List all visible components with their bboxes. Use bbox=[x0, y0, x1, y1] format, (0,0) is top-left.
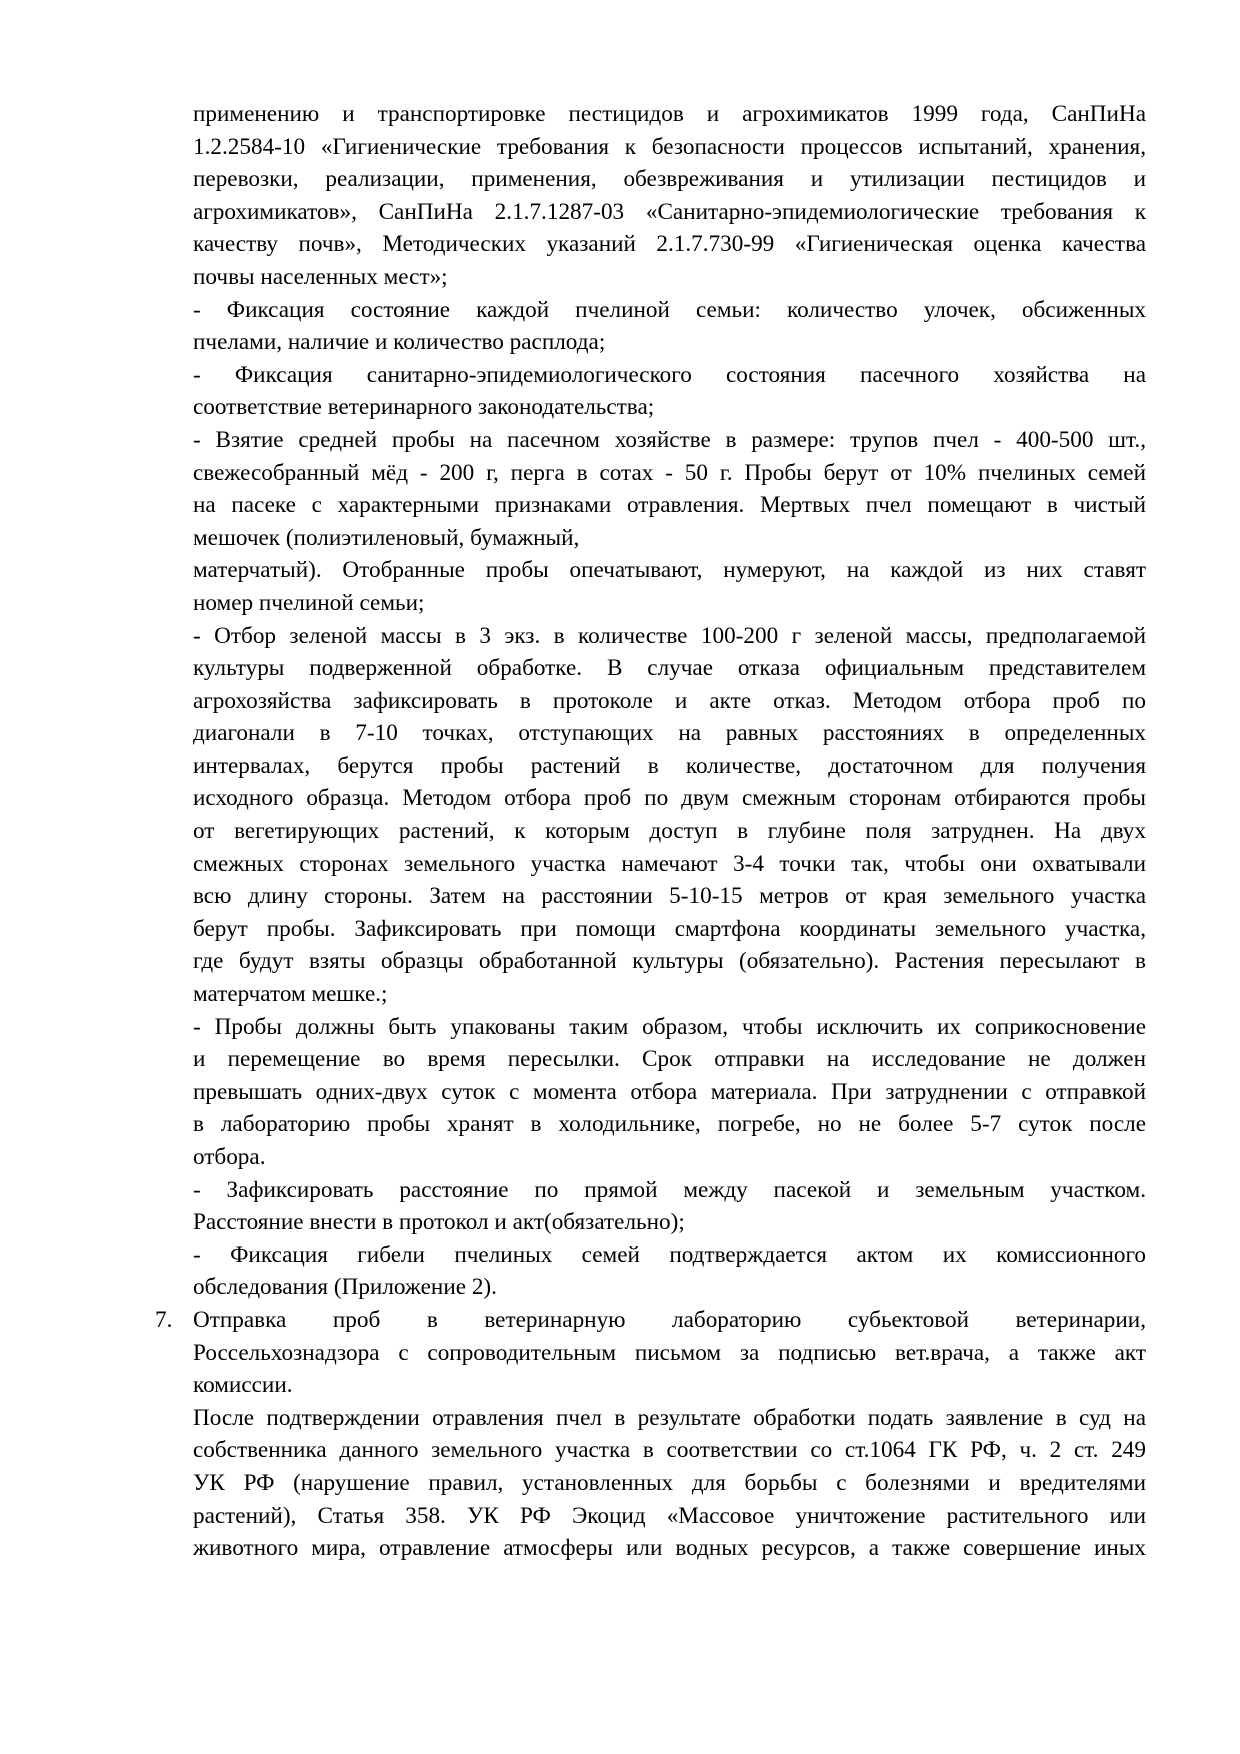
text-line-content: животного мира, отравление атмосферы или водных ресурсов, а также совершение иных bbox=[193, 1535, 1146, 1562]
text-line bbox=[193, 359, 1146, 392]
text-line bbox=[193, 1500, 1146, 1533]
text-line bbox=[193, 717, 1146, 750]
text-line bbox=[193, 620, 1146, 653]
text-line bbox=[193, 522, 1146, 555]
text-line bbox=[193, 424, 1146, 457]
text-line-content: После подтверждении отравления пчел в результате обработки подать заявление в суд на bbox=[193, 1404, 1146, 1431]
text-line bbox=[193, 1043, 1146, 1076]
text-line-content: всю длину стороны. Затем на расстоянии 5-10-15 метров от края земельного участка bbox=[193, 883, 1146, 910]
text-line bbox=[193, 261, 1146, 294]
text-line bbox=[193, 163, 1146, 196]
text-line-content: - Фиксация санитарно-эпидемиологического состояния пасечного хозяйства на bbox=[193, 361, 1146, 388]
text-line-content: превышать одних-двух суток с момента отбора материала. При затруднении с отправкой bbox=[193, 1078, 1146, 1105]
text-line-content: номер пчелиной семьи; bbox=[193, 589, 425, 616]
text-line-content: и перемещение во время пересылки. Срок отправки на исследование не должен bbox=[193, 1046, 1146, 1073]
text-line bbox=[193, 880, 1146, 913]
text-line bbox=[193, 652, 1146, 685]
text-line bbox=[193, 815, 1146, 848]
text-line bbox=[193, 391, 1146, 424]
text-line-content: - Фиксация гибели пчелиных семей подтверждается актом их комиссионного bbox=[193, 1241, 1146, 1268]
text-line-content: - Фиксация состояние каждой пчелиной семьи: количество улочек, обсиженных bbox=[193, 296, 1146, 323]
text-line-content: пчелами, наличие и количество расплода; bbox=[193, 329, 606, 356]
text-line-content: смежных сторонах земельного участка намечают 3-4 точки так, чтобы они охватывали bbox=[193, 850, 1146, 877]
text-line bbox=[193, 457, 1146, 490]
text-line-content: агрохимикатов», СанПиНа 2.1.7.1287-03 «Санитарно-эпидемиологические требования к bbox=[193, 198, 1146, 225]
text-line bbox=[193, 1011, 1146, 1044]
text-line bbox=[193, 978, 1146, 1011]
text-line-content: от вегетирующих растений, к которым доступ в глубине поля затруднен. На двух bbox=[193, 818, 1146, 845]
text-line bbox=[193, 228, 1146, 261]
text-line-content: перевозки, реализации, применения, обезвреживания и утилизации пестицидов и bbox=[193, 166, 1146, 193]
text-line bbox=[193, 1369, 1146, 1402]
text-line bbox=[193, 587, 1146, 620]
text-line bbox=[193, 326, 1146, 359]
text-line bbox=[193, 750, 1146, 783]
text-line bbox=[193, 782, 1146, 815]
text-line bbox=[193, 1141, 1146, 1174]
text-line-content: - Отбор зеленой массы в 3 экз. в количестве 100-200 г зеленой массы, предполагаемой bbox=[193, 622, 1146, 649]
text-line-content: соответствие ветеринарного законодательства; bbox=[193, 394, 655, 421]
text-line-content: агрохозяйства зафиксировать в протоколе и акте отказ. Методом отбора проб по bbox=[193, 687, 1146, 714]
text-line-content: качеству почв», Методических указаний 2.1.7.730-99 «Гигиеническая оценка качества bbox=[193, 231, 1146, 258]
text-line bbox=[193, 1337, 1146, 1370]
document-body-text bbox=[155, 98, 1146, 1565]
text-line-content: Россельхознадзора с сопроводительным письмом за подписью вет.врача, а также акт bbox=[193, 1339, 1146, 1366]
list-number: 7. bbox=[155, 1306, 173, 1333]
text-line-content: почвы населенных мест»; bbox=[193, 263, 448, 290]
text-line-content: отбора. bbox=[193, 1144, 266, 1170]
text-line-content: где будут взяты образцы обработанной культуры (обязательно). Растения пересылают в bbox=[193, 948, 1146, 975]
text-line-content: интервалах, берутся пробы растений в количестве, достаточном для получения bbox=[193, 752, 1146, 779]
text-line-content: мешочек (полиэтиленовый, бумажный, bbox=[193, 524, 580, 551]
text-line bbox=[193, 1206, 1146, 1239]
text-line bbox=[155, 1304, 1146, 1337]
text-line-content: берут пробы. Зафиксировать при помощи смартфона координаты земельного участка, bbox=[193, 915, 1146, 942]
text-line-content: - Взятие средней пробы на пасечном хозяйстве в размере: трупов пчел - 400-500 шт., bbox=[193, 426, 1146, 453]
text-line bbox=[193, 945, 1146, 978]
text-line bbox=[193, 98, 1146, 131]
text-line bbox=[193, 1108, 1146, 1141]
text-line bbox=[193, 1239, 1146, 1272]
text-line-content: комиссии. bbox=[193, 1372, 293, 1399]
text-line-content: обследования (Приложение 2). bbox=[193, 1274, 497, 1301]
text-line bbox=[193, 489, 1146, 522]
text-line bbox=[193, 1174, 1146, 1207]
text-line-content: культуры подверженной обработке. В случае отказа официальным представителем bbox=[193, 655, 1146, 682]
text-line-content: на пасеке с характерными признаками отравления. Мертвых пчел помещают в чистый bbox=[193, 492, 1146, 519]
text-line-content: диагонали в 7-10 точках, отступающих на равных расстояниях в определенных bbox=[193, 720, 1146, 747]
text-line bbox=[193, 554, 1146, 587]
text-line bbox=[193, 1076, 1146, 1109]
text-line-content: - Зафиксировать расстояние по прямой между пасекой и земельным участком. bbox=[193, 1176, 1146, 1203]
text-line bbox=[193, 131, 1146, 164]
text-line bbox=[193, 685, 1146, 718]
text-line-content: в лабораторию пробы хранят в холодильнике, погребе, но не более 5-7 суток после bbox=[193, 1111, 1146, 1138]
text-line-content: Расстояние внести в протокол и акт(обязательно); bbox=[193, 1209, 685, 1236]
text-line bbox=[193, 1271, 1146, 1304]
text-line-content: применению и транспортировке пестицидов и агрохимикатов 1999 года, СанПиНа bbox=[193, 101, 1146, 127]
text-line-content: матерчатом мешке.; bbox=[193, 981, 388, 1008]
text-line bbox=[193, 196, 1146, 229]
text-line-content: исходного образца. Методом отбора проб по двум смежным сторонам отбираются пробы bbox=[193, 785, 1146, 812]
text-line bbox=[193, 848, 1146, 881]
text-line-content: растений), Статья 358. УК РФ Экоцид «Массовое уничтожение растительного или bbox=[193, 1502, 1146, 1529]
text-line-content: матерчатый). Отобранные пробы опечатывают, нумеруют, на каждой из них ставят bbox=[193, 557, 1146, 584]
text-line bbox=[193, 1434, 1146, 1467]
text-line-content: 1.2.2584-10 «Гигиенические требования к безопасности процессов испытаний, хранения, bbox=[193, 133, 1146, 160]
text-line bbox=[193, 1467, 1146, 1500]
text-line-content: УК РФ (нарушение правил, установленных для борьбы с болезнями и вредителями bbox=[193, 1469, 1146, 1496]
text-line bbox=[193, 1532, 1146, 1565]
text-line bbox=[193, 294, 1146, 327]
text-line-content: Отправка проб в ветеринарную лабораторию субьектовой ветеринарии, bbox=[193, 1306, 1146, 1333]
text-line-content: собственника данного земельного участка в соответствии со ст.1064 ГК РФ, ч. 2 ст. 249 bbox=[193, 1437, 1146, 1464]
text-line-content: - Пробы должны быть упакованы таким образом, чтобы исключить их соприкосновение bbox=[193, 1013, 1146, 1040]
text-line bbox=[193, 1402, 1146, 1435]
text-line-content: свежесобранный мёд - 200 г, перга в сотах - 50 г. Пробы берут от 10% пчелиных семей bbox=[193, 459, 1146, 486]
text-line bbox=[193, 913, 1146, 946]
